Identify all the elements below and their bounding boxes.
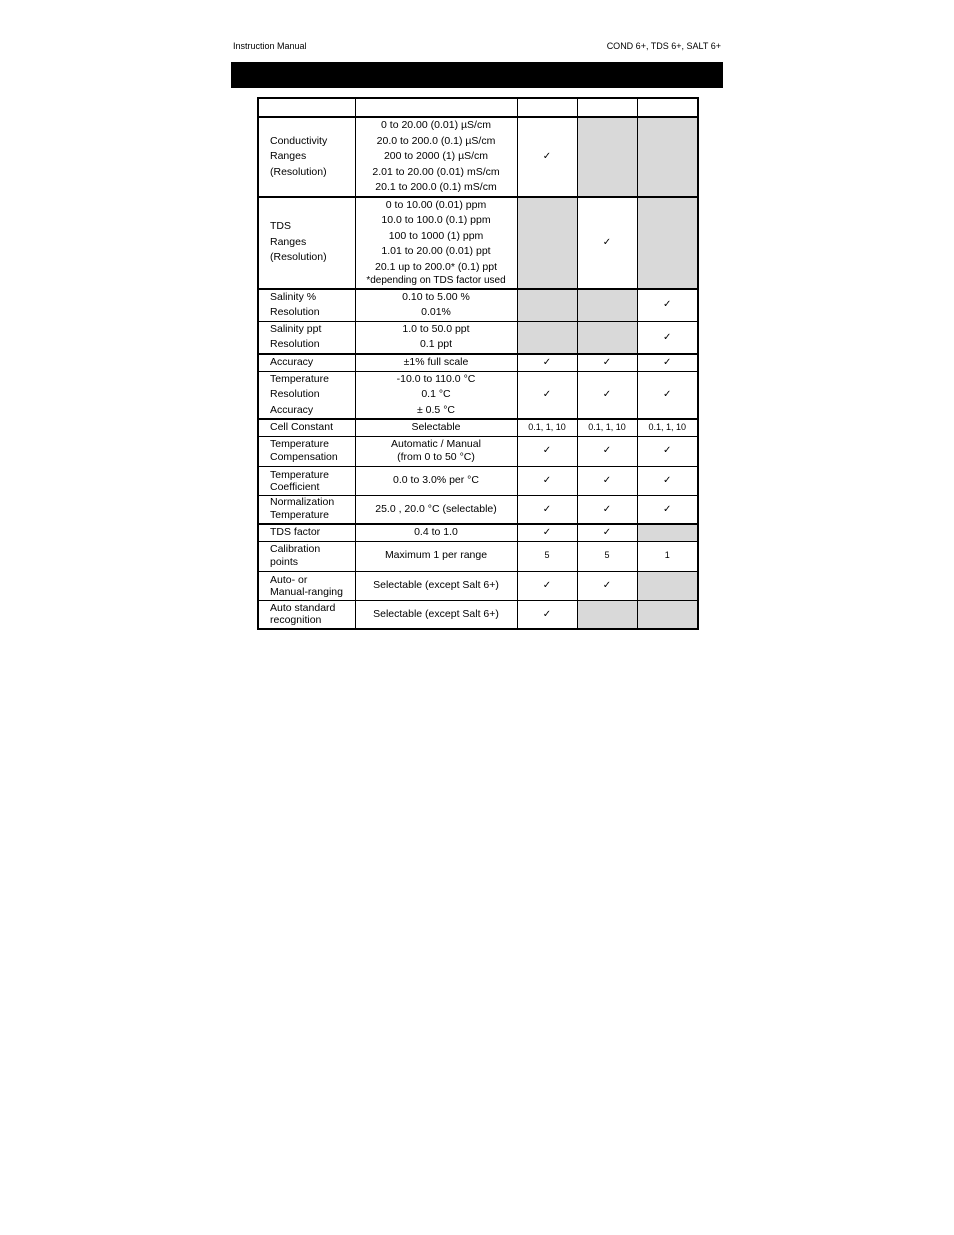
check-icon: ✓	[577, 197, 637, 289]
value-line: 0.10 to 5.00 %	[402, 290, 470, 303]
value-line: 0.1 ppt	[419, 338, 453, 351]
check-icon: ✓	[637, 354, 698, 371]
header-right-text: COND 6+, TDS 6+, SALT 6+	[606, 41, 721, 51]
row-label	[258, 571, 355, 600]
row-label: Cell Constant	[258, 419, 355, 436]
row-ranging	[258, 571, 698, 600]
row-temperature-compensation	[258, 436, 698, 466]
row-value	[355, 197, 517, 289]
value-line: -10.0 to 110.0 °C	[396, 372, 476, 385]
check-icon: ✓	[577, 371, 637, 419]
row-label	[258, 289, 355, 322]
check-icon: ✓	[517, 117, 577, 197]
label-line: Resolution	[270, 306, 320, 318]
header-cell-empty	[517, 98, 577, 117]
label-line: Compensation	[270, 451, 338, 463]
shaded-cell	[517, 321, 577, 354]
value-line: 2.01 to 20.00 (0.01) mS/cm	[372, 165, 500, 178]
header-cell-empty	[637, 98, 698, 117]
check-icon: ✓	[577, 436, 637, 466]
row-value: Selectable (except Salt 6+)	[355, 600, 517, 629]
shaded-cell	[577, 321, 637, 354]
check-icon: ✓	[517, 436, 577, 466]
value-line: 1.0 to 50.0 ppt	[402, 322, 470, 335]
row-conductivity	[258, 117, 698, 197]
shaded-cell	[637, 524, 698, 541]
cell-constant-value: 0.1, 1, 10	[637, 419, 698, 436]
label-line: Temperature	[270, 468, 329, 481]
value-line: 0.1 °C	[421, 388, 451, 400]
check-icon: ✓	[517, 524, 577, 541]
value-line: 0 to 10.00 (0.01) ppm	[385, 198, 487, 211]
row-auto-standard-recognition	[258, 600, 698, 629]
label-line: Salinity ppt	[270, 322, 322, 335]
check-icon: ✓	[637, 371, 698, 419]
check-icon: ✓	[517, 371, 577, 419]
check-icon: ✓	[517, 354, 577, 371]
check-icon: ✓	[577, 354, 637, 371]
row-label	[258, 600, 355, 629]
check-icon: ✓	[637, 321, 698, 354]
row-label	[258, 436, 355, 466]
row-salinity-percent	[258, 289, 698, 322]
header-cell-empty	[355, 98, 517, 117]
label-line: Auto standard	[270, 602, 336, 615]
check-icon: ✓	[517, 571, 577, 600]
calibration-count: 5	[517, 541, 577, 571]
row-tds	[258, 197, 698, 289]
value-line: 1.01 to 20.00 (0.01) ppt	[381, 245, 491, 258]
check-icon: ✓	[637, 495, 698, 524]
check-icon: ✓	[577, 571, 637, 600]
cell-constant-value: 0.1, 1, 10	[577, 419, 637, 436]
label-line: Auto- or	[270, 573, 308, 586]
check-icon: ✓	[637, 436, 698, 466]
row-tds-factor	[258, 524, 698, 541]
row-cell-constant	[258, 419, 698, 436]
check-icon: ✓	[517, 466, 577, 495]
row-value	[355, 117, 517, 197]
shaded-cell	[577, 600, 637, 629]
label-line: (Resolution)	[270, 165, 327, 178]
row-label	[258, 541, 355, 571]
row-temperature	[258, 371, 698, 419]
value-line: (from 0 to 50 °C)	[397, 451, 475, 463]
label-line: Accuracy	[270, 403, 314, 416]
value-line: ± 0.5 °C	[417, 403, 455, 416]
label-line: Resolution	[270, 338, 320, 351]
row-label: TDS factor	[258, 524, 355, 541]
shaded-cell	[637, 600, 698, 629]
row-temperature-coefficient	[258, 466, 698, 495]
check-icon: ✓	[637, 466, 698, 495]
row-label: Accuracy	[258, 354, 355, 371]
header-left-text: Instruction Manual	[233, 41, 307, 51]
label-line: Manual-ranging	[270, 585, 343, 598]
label-line: TDS	[270, 220, 291, 233]
label-line: Conductivity	[270, 134, 328, 147]
value-line: 20.1 up to 200.0* (0.1) ppt	[374, 260, 497, 273]
label-line: Ranges	[270, 150, 307, 162]
check-icon: ✓	[577, 524, 637, 541]
row-salinity-ppt	[258, 321, 698, 354]
calibration-count: 1	[637, 541, 698, 571]
row-label	[258, 466, 355, 495]
cell-constant-value: 0.1, 1, 10	[517, 419, 577, 436]
shaded-cell	[637, 117, 698, 197]
value-line: 200 to 2000 (1) µS/cm	[383, 150, 489, 162]
value-line: Automatic / Manual	[391, 438, 481, 450]
row-value: 0.4 to 1.0	[355, 524, 517, 541]
check-icon: ✓	[637, 289, 698, 322]
header-cell-empty	[258, 98, 355, 117]
value-line: 20.0 to 200.0 (0.1) µS/cm	[376, 134, 496, 147]
shaded-cell	[637, 571, 698, 600]
row-value: 25.0 , 20.0 °C (selectable)	[355, 495, 517, 524]
row-accuracy	[258, 354, 698, 371]
section-title-band	[231, 62, 723, 88]
shaded-cell	[517, 289, 577, 322]
shaded-cell	[577, 117, 637, 197]
row-value: Maximum 1 per range	[355, 541, 517, 571]
value-line: 100 to 1000 (1) ppm	[388, 229, 484, 242]
shaded-cell	[577, 289, 637, 322]
row-label	[258, 321, 355, 354]
label-line: points	[270, 556, 299, 568]
row-normalization-temperature	[258, 495, 698, 524]
row-calibration-points	[258, 541, 698, 571]
table-header-row	[258, 98, 698, 117]
row-value	[355, 321, 517, 354]
row-value: 0.0 to 3.0% per °C	[355, 466, 517, 495]
row-value	[355, 371, 517, 419]
shaded-cell	[637, 197, 698, 289]
row-value	[355, 289, 517, 322]
label-line: Coefficient	[270, 480, 320, 493]
check-icon: ✓	[517, 600, 577, 629]
row-label	[258, 371, 355, 419]
value-line: 0 to 20.00 (0.01) µS/cm	[381, 119, 491, 131]
row-value: Selectable	[355, 419, 517, 436]
label-line: Salinity %	[270, 290, 317, 303]
label-line: Temperature	[270, 438, 329, 450]
check-icon: ✓	[577, 495, 637, 524]
label-line: recognition	[270, 614, 322, 627]
shaded-cell	[517, 197, 577, 289]
header-cell-empty	[577, 98, 637, 117]
check-icon: ✓	[517, 495, 577, 524]
row-value: ±1% full scale	[355, 354, 517, 371]
label-line: Temperature	[270, 372, 329, 385]
label-line: Normalization	[270, 496, 335, 509]
value-line: 10.0 to 100.0 (0.1) ppm	[381, 214, 491, 227]
check-icon: ✓	[577, 466, 637, 495]
row-label	[258, 117, 355, 197]
calibration-count: 5	[577, 541, 637, 571]
row-label	[258, 197, 355, 289]
value-line: 20.1 to 200.0 (0.1) mS/cm	[375, 181, 497, 193]
label-line: Temperature	[270, 509, 329, 522]
label-line: Resolution	[270, 388, 320, 400]
specification-table	[257, 97, 699, 630]
row-value	[355, 436, 517, 466]
row-value: Selectable (except Salt 6+)	[355, 571, 517, 600]
row-label	[258, 495, 355, 524]
label-line: Ranges	[270, 235, 307, 248]
value-line: 0.01%	[421, 306, 451, 318]
footnote-line: *depending on TDS factor used	[366, 275, 506, 287]
label-line: Calibration	[270, 543, 321, 555]
label-line: (Resolution)	[270, 251, 327, 264]
